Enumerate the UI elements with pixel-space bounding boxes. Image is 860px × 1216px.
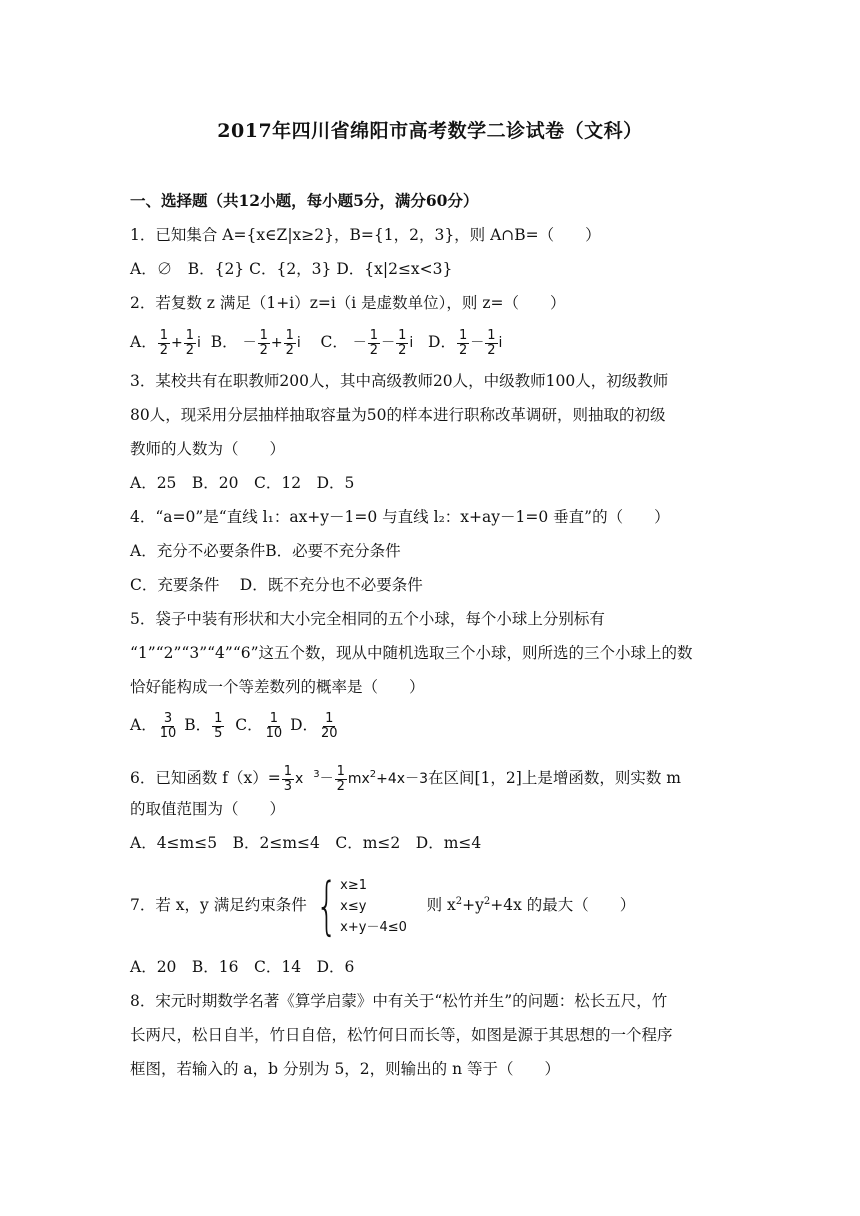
fraction: $\frac{1}{20}$ [321, 710, 338, 741]
fraction: $\frac{1}{2}$ [259, 327, 268, 358]
question-8-line-3: 框图，若输入的 a，b 分别为 5，2，则输出的 n 等于（ ） [130, 1060, 561, 1078]
option-c-label: C． [320, 333, 348, 351]
question-7-stem: 7．若 x，y 满足约束条件 { x≥1 x≤y x+y－4≤0 则 $x^2+y^2+4x$ 的最大（ ） [130, 869, 636, 943]
question-8-line-1: 8．宋元时期数学名著《算学启蒙》中有关于“松竹并生”的问题：松长五尺，竹 [130, 992, 668, 1010]
question-6-stem: 6．已知函数 f（x）= $\frac{1}{3}$ x $^3$－ $\frac{1}{2}$ $mx^2+4x-3$在区间[1，2]上是增函数，则实数 m [130, 763, 681, 794]
question-1-options: A．∅ B．{2} C．{2，3} D．{x|2≤x<3} [130, 260, 453, 278]
fraction: $\frac{3}{10}$ [159, 710, 177, 741]
question-5-line-1: 5．袋子中装有形状和大小完全相同的五个小球，每个小球上分别标有 [130, 610, 605, 628]
question-7-options: A．20 B．16 C．14 D．6 [130, 958, 355, 976]
fraction: $\frac{1}{2}$ [458, 327, 468, 358]
question-2-options: A． $\frac{1}{2}$ + $\frac{1}{2}$ i B． － $\frac{1}{2}$ + $\frac{1}{2}$ i C． － $\frac{1}{2}$ － $\frac{1}{2}$ i D． $\frac{1}{2}$ － $\frac{1}{2}$ i [130, 327, 503, 358]
question-5-line-2: “1”“2”“3”“4”“6”这五个数，现从中随机选取三个小球，则所选的三个小球上的数 [130, 644, 693, 662]
question-3-options: A．25 B．20 C．12 D．5 [130, 474, 355, 492]
fraction: $\frac{1}{2}$ [398, 327, 407, 358]
question-5-line-3: 恰好能构成一个等差数列的概率是（ ） [130, 678, 425, 696]
option-c-label: C． [235, 716, 263, 734]
option-b-label: B． [210, 333, 238, 351]
constraint-system: { x≥1 x≤y x+y－4≤0 [315, 869, 407, 943]
question-3-line-2: 80人，现采用分层抽样抽取容量为50的样本进行职称改革调研，则抽取的初级 [130, 406, 666, 424]
question-4-options-2: C．充要条件 D．既不充分也不必要条件 [130, 576, 423, 594]
fraction: $\frac{1}{10}$ [265, 710, 283, 741]
fraction: $\frac{1}{5}$ [214, 710, 223, 741]
question-8-line-2: 长两尺，松日自半，竹日自倍，松竹何日而长等，如图是源于其思想的一个程序 [130, 1026, 673, 1044]
question-2-stem: 2．若复数 z 满足（1+i）z=i（i 是虚数单位），则 z=（ ） [130, 294, 566, 312]
fraction: $\frac{1}{2}$ [159, 327, 168, 358]
question-1-stem: 1．已知集合 A={x∈Z|x≥2}，B={1，2，3}，则 A∩B=（ ） [130, 226, 601, 244]
question-3-line-1: 3．某校共有在职教师200人，其中高级教师20人，中级教师100人，初级教师 [130, 372, 669, 390]
question-5-options [130, 708, 341, 742]
question-6-line-2: 的取值范围为（ ） [130, 800, 286, 818]
fraction: $\frac{1}{2}$ [285, 327, 294, 358]
option-d-label: D． [428, 333, 456, 351]
fraction: $\frac{1}{2}$ [369, 327, 379, 358]
fraction: $\frac{1}{2}$ [336, 763, 345, 794]
page-title: 2017年四川省绵阳市高考数学二诊试卷（文科） [217, 120, 643, 142]
question-4-options-1: A．充分不必要条件B．必要不充分条件 [130, 542, 401, 560]
option-a-label: A． [130, 333, 157, 351]
fraction: $\frac{1}{2}$ [185, 327, 194, 358]
fraction: $\frac{1}{2}$ [487, 327, 496, 358]
question-3-line-3: 教师的人数为（ ） [130, 440, 286, 458]
question-6-options: A．4≤m≤5 B．2≤m≤4 C．m≤2 D．m≤4 [130, 834, 482, 852]
section-heading: 一、选择题（共12小题，每小题5分，满分60分） [130, 191, 479, 210]
question-4-stem: 4．“a=0”是“直线 l₁：ax+y－1=0 与直线 l₂：x+ay－1=0 垂直”的（ ） [130, 508, 670, 526]
option-d-label: D． [290, 716, 319, 734]
fraction: $\frac{1}{3}$ [283, 763, 293, 794]
option-b-label: B． [184, 716, 212, 734]
option-a-label: A． [130, 716, 157, 734]
